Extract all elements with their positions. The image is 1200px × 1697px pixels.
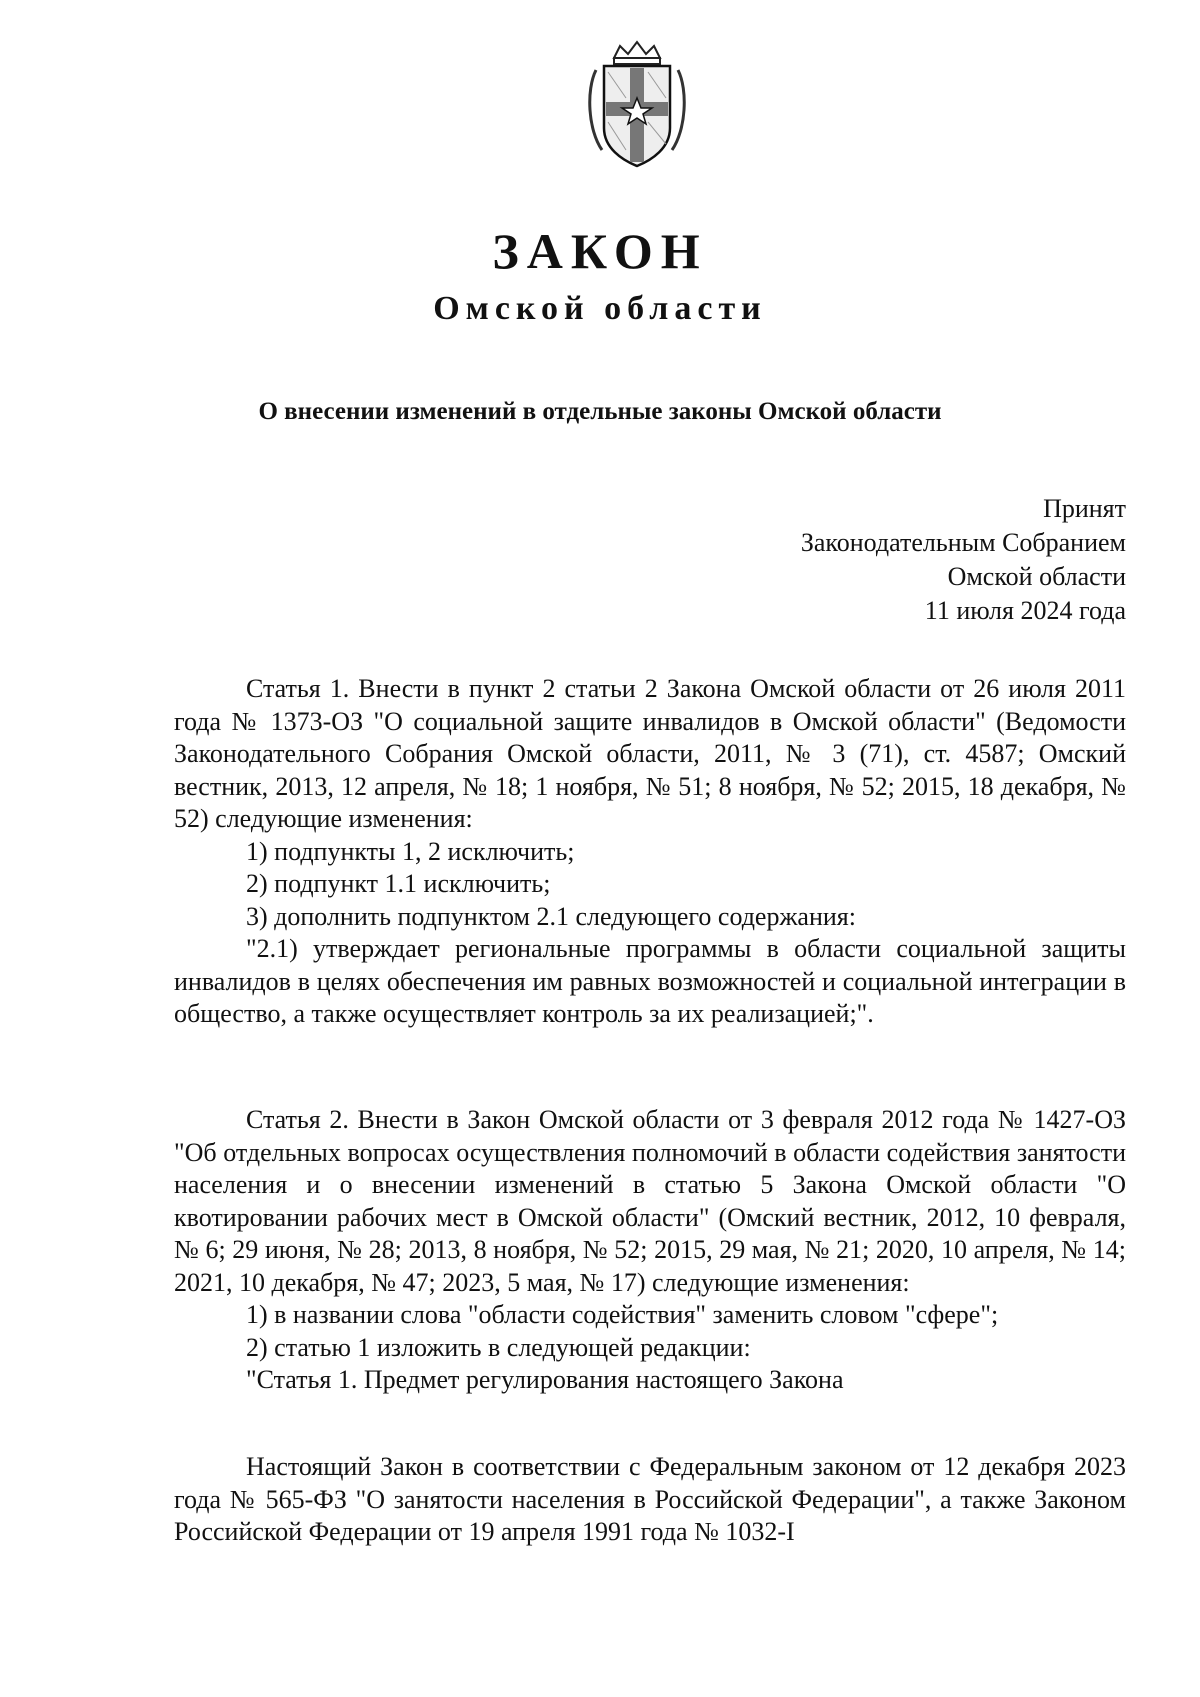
adoption-line-1: Принят bbox=[1043, 494, 1126, 523]
article-2 bbox=[174, 1104, 1126, 1397]
article-1-item-2: 2) подпункт 1.1 исключить; bbox=[246, 869, 551, 898]
adoption-date: 11 июля 2024 года bbox=[924, 596, 1126, 625]
article-2-quote-title: "Статья 1. Предмет регулирования настоящего Закона bbox=[246, 1365, 844, 1394]
document-region: Омской области bbox=[433, 290, 767, 327]
article-1-item-3: 3) дополнить подпунктом 2.1 следующего содержания: bbox=[246, 901, 856, 931]
article-2-intro: Статья 2. Внести в Закон Омской области от 3 февраля 2012 года № 1427-ОЗ "Об отдельных вопросах осуществления полномочий в области содействия занятости населения и о внесении изменений в статью 5 Закона Омской области "О квотировании рабочих мест в Омской области" (Омский вестник, 2012, 10 февраля, № 6; 29 июня, № 28; 2013, 8 ноября, № 52; 2015, 29 мая, № 21; 2020, 10 апреля, № 14; 2021, 10 декабря, № 47; 2023, 5 мая, № 17) следующие изменения: bbox=[174, 1105, 1126, 1297]
article-1-item-1: 1) подпункты 1, 2 исключить; bbox=[246, 836, 575, 866]
article-1-quote: "2.1) утверждает региональные программы в области социальной защиты инвалидов в целях обеспечения им равных возможностей и социальной интеграции в общество, а также осуществляет контроль за их реализацией;". bbox=[174, 934, 1126, 1028]
adoption-block bbox=[801, 492, 1126, 628]
article-1-intro: Статья 1. Внести в пункт 2 статьи 2 Закона Омской области от 26 июля 2011 года № 1373-ОЗ "О социальной защите инвалидов в Омской области" (Ведомости Законодательного Собрания Омской области, 2011, № 3 (71), ст. 4587; Омский вестник, 2013, 12 апреля, № 18; 1 ноября, № 51; 8 ноября, № 52; 2015, 18 декабря, № 52) следующие изменения: bbox=[174, 674, 1126, 833]
quoted-paragraph: Настоящий Закон в соответствии с Федеральным законом от 12 декабря 2023 года № 565-ФЗ "О занятости населения в Российской Федерации", а также Законом Российской Федерации от 19 апреля 1991 года № 1032-I bbox=[174, 1452, 1126, 1546]
article-2-item-1: 1) в названии слова "области содействия" заменить словом "сфере"; bbox=[246, 1300, 999, 1329]
law-subject: О внесении изменений в отдельные законы Омской области bbox=[258, 398, 942, 425]
adoption-line-2: Законодательным Собранием bbox=[800, 528, 1126, 557]
article-2-quoted-text bbox=[174, 1451, 1126, 1549]
adoption-line-3: Омской области bbox=[947, 562, 1126, 591]
document-title: ЗАКОН bbox=[492, 223, 708, 279]
article-2-item-2: 2) статью 1 изложить в следующей редакции: bbox=[246, 1332, 751, 1362]
coat-of-arms-icon bbox=[582, 40, 692, 170]
article-1 bbox=[174, 673, 1126, 1031]
